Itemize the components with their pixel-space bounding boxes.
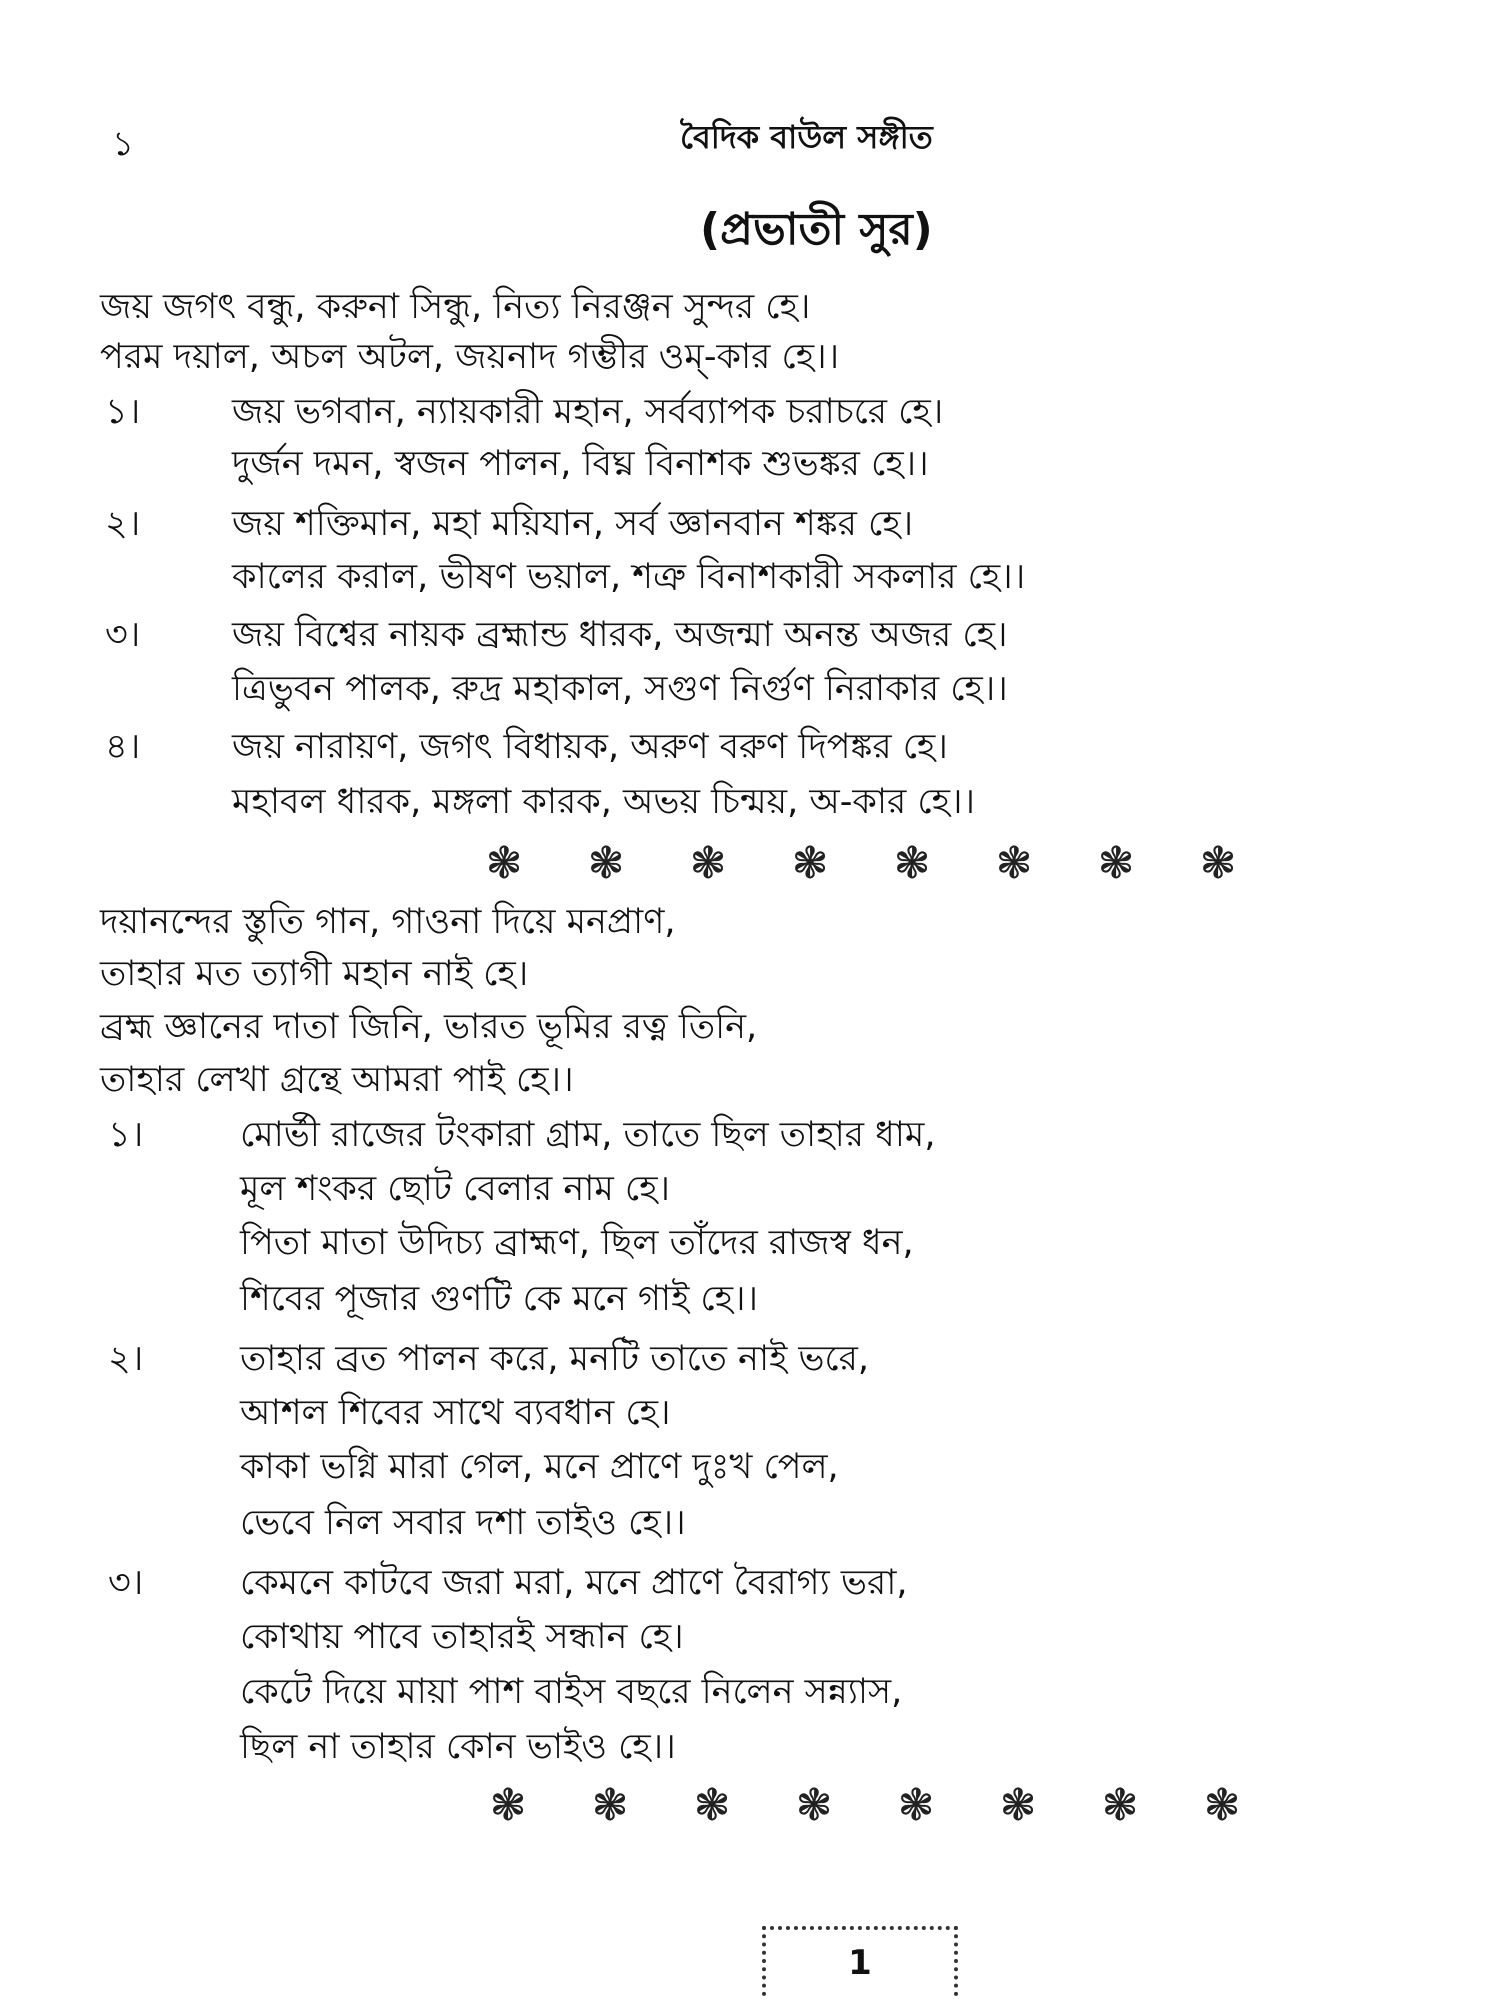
song1-verse-line: জয় নারায়ণ, জগৎ বিধায়ক, অরুণ বরুণ দিপঙ্কর হে। bbox=[232, 727, 948, 767]
song1-verse-line: জয় বিশ্বের নায়ক ব্রহ্মান্ড ধারক, অজন্মা অনন্ত অজর হে। bbox=[232, 615, 1008, 655]
flower-ornament-icon: ❃ bbox=[1101, 1780, 1139, 1831]
song1-refrain-line: পরম দয়াল, অচল অটল, জয়নাদ গম্ভীর ওম্-কার হে।। bbox=[100, 337, 840, 377]
flower-ornament-icon: ❃ bbox=[485, 838, 523, 889]
song2-verse-line: ভেবে নিল সবার দশা তাইও হে।। bbox=[240, 1503, 686, 1543]
song2-verse-line: আশল শিবের সাথে ব্যবধান হে। bbox=[240, 1393, 671, 1433]
song1-verse-number: ৩। bbox=[105, 615, 141, 655]
song1-verse-line: কালের করাল, ভীষণ ভয়াল, শত্রু বিনাশকারী সকলার হে।। bbox=[232, 557, 1026, 597]
song2-verse-line: তাহার ব্রত পালন করে, মনটি তাতে নাই ভরে, bbox=[240, 1339, 869, 1379]
flower-ornament-icon: ❃ bbox=[693, 1780, 731, 1831]
song2-verse-line: পিতা মাতা উদিচ্য ব্রাহ্মণ, ছিল তাঁদের রাজস্ব ধন, bbox=[240, 1223, 914, 1263]
footer-page-box bbox=[762, 1926, 958, 1996]
song2-verse-number: ৩। bbox=[108, 1563, 144, 1603]
song2-refrain-line: তাহার লেখা গ্রন্থে আমরা পাই হে।। bbox=[100, 1060, 574, 1100]
song2-verse-line: শিবের পূজার গুণটি কে মনে গাই হে।। bbox=[240, 1279, 759, 1319]
flower-ornament-icon: ❃ bbox=[591, 1780, 629, 1831]
flower-ornament-icon: ❃ bbox=[1097, 838, 1135, 889]
ornament-divider bbox=[478, 838, 1244, 889]
song2-refrain-line: ব্রহ্ম জ্ঞানের দাতা জিনি, ভারত ভূমির রত্ন তিনি, bbox=[100, 1007, 758, 1047]
song2-verse-line: মোর্ভী রাজের টংকারা গ্রাম, তাতে ছিল তাহার ধাম, bbox=[240, 1115, 936, 1155]
flower-ornament-icon: ❃ bbox=[587, 838, 625, 889]
flower-ornament-icon: ❃ bbox=[999, 1780, 1037, 1831]
song1-verse-line: জয় শক্তিমান, মহা ময়িযান, সর্ব জ্ঞানবান শঙ্কর হে। bbox=[232, 504, 914, 544]
header-page-number: ১ bbox=[112, 124, 135, 164]
song2-verse-line: কোথায় পাবে তাহারই সন্ধান হে। bbox=[240, 1617, 684, 1657]
song2-verse-line: কাকা ভগ্নি মারা গেল, মনে প্রাণে দুঃখ পেল, bbox=[240, 1447, 839, 1487]
song1-verse-line: দুর্জন দমন, স্বজন পালন, বিঘ্ন বিনাশক শুভঙ্কর হে।। bbox=[232, 444, 929, 484]
flower-ornament-icon: ❃ bbox=[897, 1780, 935, 1831]
song2-verse-line: কেমনে কাটবে জরা মরা, মনে প্রাণে বৈরাগ্য ভরা, bbox=[240, 1563, 908, 1603]
footer-page-number: 1 bbox=[848, 1943, 872, 1983]
song1-refrain-line: জয় জগৎ বন্ধু, করুনা সিন্ধু, নিত্য নিরঞ্জন সুন্দর হে। bbox=[100, 287, 811, 327]
song2-verse-number: ২। bbox=[108, 1339, 144, 1379]
song2-verse-line: কেটে দিয়ে মায়া পাশ বাইস বছরে নিলেন সন্ন্যাস, bbox=[240, 1672, 903, 1712]
song1-verse-line: ত্রিভুবন পালক, রুদ্র মহাকাল, সগুণ নির্গুণ নিরাকার হে।। bbox=[232, 669, 1008, 709]
song2-verse-line: মূল শংকর ছোট বেলার নাম হে। bbox=[240, 1169, 671, 1209]
song2-refrain-line: তাহার মত ত্যাগী মহান নাই হে। bbox=[100, 954, 529, 994]
song1-verse-line: মহাবল ধারক, মঙ্গলা কারক, অভয় চিন্ময়, অ-কার হে।। bbox=[232, 782, 976, 822]
flower-ornament-icon: ❃ bbox=[791, 838, 829, 889]
song2-refrain-line: দয়ানন্দের স্তুতি গান, গাওনা দিয়ে মনপ্রাণ, bbox=[100, 902, 676, 942]
ornament-divider bbox=[482, 1780, 1248, 1831]
flower-ornament-icon: ❃ bbox=[1199, 838, 1237, 889]
song1-verse-line: জয় ভগবান, ন্যায়কারী মহান, সর্বব্যাপক চরাচরে হে। bbox=[232, 392, 944, 432]
flower-ornament-icon: ❃ bbox=[689, 838, 727, 889]
song1-verse-number: ৪। bbox=[105, 727, 141, 767]
song1-verse-number: ২। bbox=[105, 504, 141, 544]
song2-verse-line: ছিল না তাহার কোন ভাইও হে।। bbox=[240, 1727, 676, 1767]
flower-ornament-icon: ❃ bbox=[795, 1780, 833, 1831]
section-title: (প্রভাতী সুর) bbox=[700, 204, 933, 255]
flower-ornament-icon: ❃ bbox=[1203, 1780, 1241, 1831]
song1-verse-number: ১। bbox=[105, 392, 141, 432]
header-title: বৈদিক বাউল সঙ্গীত bbox=[680, 118, 933, 156]
song2-verse-number: ১। bbox=[108, 1115, 144, 1155]
flower-ornament-icon: ❃ bbox=[893, 838, 931, 889]
flower-ornament-icon: ❃ bbox=[489, 1780, 527, 1831]
flower-ornament-icon: ❃ bbox=[995, 838, 1033, 889]
